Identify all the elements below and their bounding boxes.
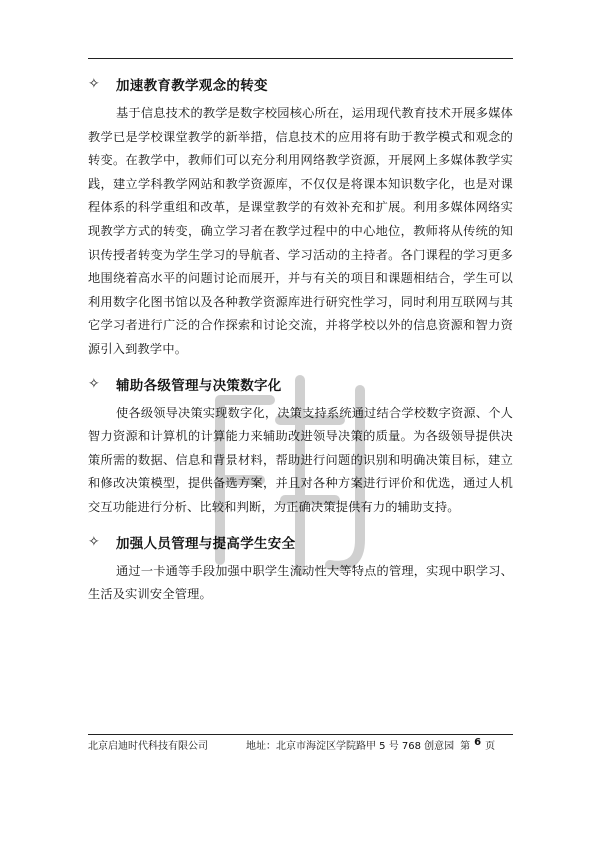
section-title: 加速教育教学观念的转变 [116,78,268,94]
section-paragraph: 基于信息技术的教学是数字校园核心所在，运用现代教育技术开展多媒体教学已是学校课堂教学的新举措，信息技术的应用将有助于教学模式和观念的转变。在教学中，教师们可以充分利用网络教学资源，开展网上多媒体教学实践，建立学科教学网站和教学资源库，不仅仅是将课本知识数字化，也是对课程体系的科学重组和改革，是课堂教学的有效补充和扩展。利用多媒体网络实现教学方式的转变，确立学习者在教学过程中的中心地位，教师将从传统的知识传授者转变为学生学习的导航者、学习活动的主持者。各门课程的学习更多地围绕着高水平的问题讨论而展开，并与有关的项目和课题相结合，学生可以利用数字化图书馆以及各种教学资源库进行研究性学习，同时利用互联网与其它学习者进行广泛的合作探索和讨论交流，并将学校以外的信息资源和智力资源引入到教学中。 [88,106,513,356]
page-label-prefix: 第 [460,741,471,752]
page-label-suffix: 页 [485,741,496,752]
diamond-bullet-icon: ✧ [88,76,100,92]
footer-address: 地址：北京市海淀区学院路甲 5 号 768 创意园 [246,741,455,752]
section-1 [88,68,513,362]
footer-rule [88,734,513,735]
section-paragraph: 使各级领导决策实现数字化，决策支持系统通过结合学校数字资源、个人智力资源和计算机的计算能力来辅助改进领导决策的质量。为各级领导提供决策所需的数据、信息和背景材料，帮助进行问题的识别和明确决策目标，建立和修改决策模型，提供备选方案，并且对各种方案进行评价和优选，通过人机交互功能进行分析、比较和判断，为正确决策提供有力的辅助支持。 [88,405,513,514]
diamond-bullet-icon: ✧ [88,533,100,550]
section-heading [88,368,513,400]
section-paragraph: 通过一卡通等手段加强中职学生流动性大等特点的管理，实现中职学习、生活及实训安全管理。 [88,563,513,602]
section-2 [88,368,513,520]
section-3 [88,526,513,607]
section-heading [88,68,513,100]
page-number: 6 [474,737,482,748]
diamond-bullet-icon: ✧ [88,375,100,392]
header-rule [88,58,513,59]
footer-company: 北京启迪时代科技有限公司 [88,741,208,752]
section-title: 辅助各级管理与决策数字化 [116,377,282,394]
section-title: 加强人员管理与提高学生安全 [116,535,296,552]
page-footer [88,737,513,752]
document-body [88,62,513,607]
section-heading [88,526,513,558]
